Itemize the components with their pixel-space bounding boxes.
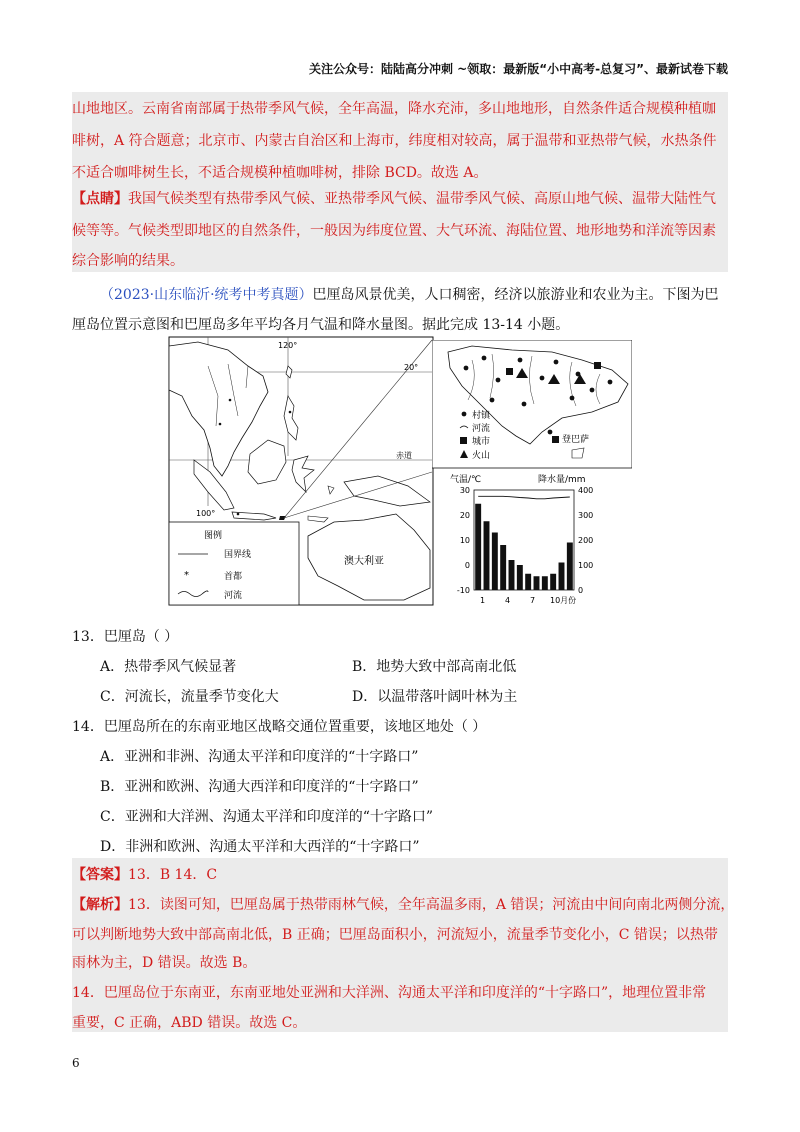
tip-line-2: 候等等。气候类型即地区的自然条件，一般因为纬度位置、大气环流、海陆位置、地形地势和洋流等因素 [72,223,716,239]
inset-legend-village: 村镇 [472,411,491,421]
lon-100-label: 100° [196,509,216,518]
q14-option-d: D．非洲和欧洲、沟通太平洋和大西洋的“十字路口” [100,839,420,855]
month-tick-7: 7 [530,596,536,605]
temp-tick: 10 [459,536,470,545]
month-tick-1: 1 [480,596,486,605]
precip-bar-2 [484,521,490,590]
precip-bar-12 [567,543,573,591]
precip-tick: 100 [578,561,594,570]
precip-bar-7 [525,574,531,590]
analysis-line-1 [72,894,734,914]
tip-tag: 【点睛】 [72,191,128,207]
question-intro-line-1 [100,284,719,304]
analysis-line-3: 雨林为主，D 错误。故选 B。 [72,955,257,971]
q14-stem: 14．巴厘岛所在的东南亚地区战略交通位置重要，该地区地处（ ） [72,719,487,735]
legend-border: 国界线 [224,550,252,560]
bali-inset-and-climate-chart [432,340,632,608]
analysis-line-2: 可以判断地势大致中部高南北低，B 正确；巴厘岛面积小，河流短小，流量季节变化小，C 错误；以热带 [72,927,718,943]
precip-tick: 200 [578,536,594,545]
answer-text: 13．B 14．C [128,867,218,883]
page-number: 6 [72,1056,80,1070]
q13-stem: 13．巴厘岛（ ） [72,629,179,645]
prev-line-1: 山地地区。云南省南部属于热带季风气候，全年高温，降水充沛，多山地地形，自然条件适合规模种植咖 [72,101,716,117]
precip-tick: 300 [578,511,594,520]
tip-line-1 [72,188,716,208]
inset-legend-volcano: 火山 [472,451,491,461]
q13-option-c: C．河流长，流量季节变化大 [100,689,279,705]
analysis-tag: 【解析】 [72,897,128,913]
precip-bar-10 [550,574,556,590]
legend-title: 图例 [204,531,223,541]
precip-bar-3 [492,533,498,591]
temp-tick: 20 [459,511,470,520]
analysis-text-1: 13．读图可知，巴厘岛属于热带雨林气候，全年高温多雨，A 错误；河流由中间向南北两侧分流， [128,897,735,913]
lon-120-label: 120° [278,341,298,350]
inset-legend-river: 河流 [472,424,491,434]
header-note: 关注公众号：陆陆高分冲刺 ~领取：最新版“小中高考-总复习”、最新试卷下载 [309,62,728,76]
prev-line-2: 啡树，A 符合题意；北京市、内蒙古自治区和上海市，纬度相对较高，属于温带和亚热带气候，水热条件 [72,133,717,149]
precip-bar-5 [509,560,515,590]
prev-line-3: 不适合咖啡树生长，不适合规模种植咖啡树，排除 BCD。故选 A。 [72,165,488,181]
legend-river: 河流 [224,591,243,601]
q14-option-b: B．亚洲和欧洲、沟通大西洋和印度洋的“十字路口” [100,779,419,795]
q13-option-d: D．以温带落叶阔叶林为主 [352,689,518,705]
tip-line-3: 综合影响的结果。 [72,253,184,269]
q14-option-c: C．亚洲和大洋洲、沟通太平洋和印度洋的“十字路口” [100,809,434,825]
previous-analysis-block [72,92,728,272]
answer-line [72,864,217,884]
q13-option-a: A．热带季风气候显著 [100,659,237,675]
analysis-line-5: 重要，C 正确，ABD 错误。故选 C。 [72,1015,307,1031]
month-tick-4: 4 [505,596,511,605]
lat-20-label: 20° [404,363,419,372]
month-unit-label: 10月份 [550,596,577,605]
denpasar-label: 登巴萨 [562,435,590,445]
precip-bar-9 [542,576,548,590]
legend-capital: 首都 [224,572,243,582]
analysis-line-4: 14．巴厘岛位于东南亚，东南亚地处亚洲和大洋洲、沟通太平洋和印度洋的“十字路口”，地理位置非常 [72,985,707,1001]
legend-capital-icon: * [184,570,189,581]
question-source: （2023·山东临沂·统考中考真题） [100,287,313,303]
precip-bar-4 [500,545,506,590]
temp-axis-label: 气温/℃ [450,475,482,485]
precip-bar-6 [517,565,523,590]
australia-label: 澳大利亚 [344,556,384,567]
temp-tick: 30 [459,486,470,495]
precip-tick: 400 [578,486,594,495]
precip-axis-label: 降水量/mm [538,475,586,485]
answer-tag: 【答案】 [72,867,128,883]
climate-chart [450,473,593,605]
q13-option-b: B．地势大致中部高南北低 [352,659,517,675]
precip-tick: 0 [578,586,584,595]
question-intro-text-1: 巴厘岛风景优美，人口稠密，经济以旅游业和农业为主。下图为巴 [312,287,719,303]
precip-bar-1 [475,504,481,590]
answer-analysis-block [72,858,728,1032]
q14-option-a: A．亚洲和非洲、沟通太平洋和印度洋的“十字路口” [100,749,419,765]
temp-tick: -10 [456,586,470,595]
temp-tick: 0 [464,561,470,570]
equator-label: 赤道 [396,451,412,460]
tip-text-1: 我国气候类型有热带季风气候、亚热带季风气候、温带季风气候、高原山地气候、温带大陆性气 [128,191,716,207]
inset-legend-city: 城市 [472,437,491,447]
precip-bar-8 [534,576,540,590]
precip-bar-11 [559,563,565,591]
question-intro-line-2: 厘岛位置示意图和巴厘岛多年平均各月气温和降水量图。据此完成 13-14 小题。 [72,317,570,333]
